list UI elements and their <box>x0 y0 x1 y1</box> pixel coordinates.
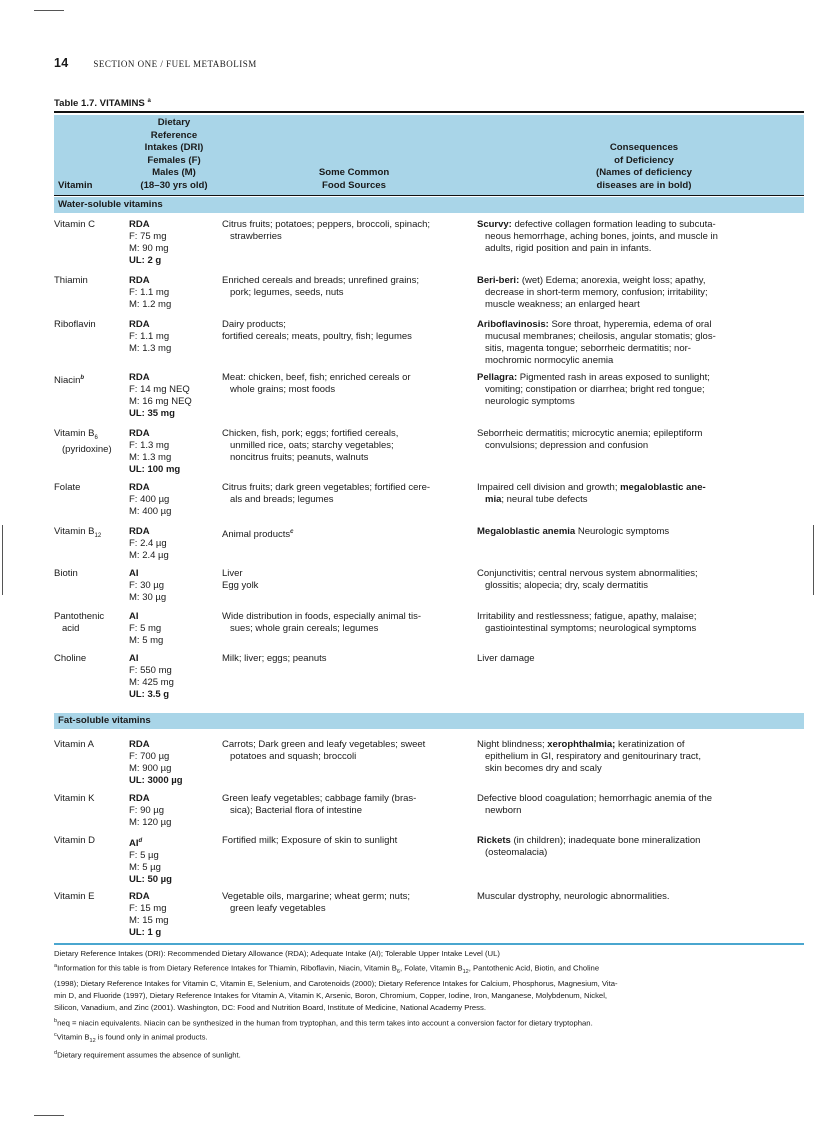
top-rule <box>54 111 804 113</box>
footnote-d: $^d$Dietary requirement assumes the absence of sunlight. <box>54 1050 241 1060</box>
section-title: SECTION ONE / FUEL METABOLISM <box>93 59 257 69</box>
col-vitamin: Vitamin <box>58 179 93 191</box>
footnote-abbrev: Dietary Reference Intakes (DRI): Recommended Dietary Allowance (RDA); Adequate Intake (AI); Tolerable Upper Intake Level (UL) <box>54 949 500 958</box>
crop-mark <box>813 525 814 595</box>
crop-mark <box>34 1115 64 1116</box>
page-number: 14 <box>54 56 69 70</box>
crop-mark <box>2 525 3 595</box>
bottom-rule <box>54 943 804 945</box>
section-water-soluble: Water-soluble vitamins <box>54 197 804 213</box>
col-consequences: Consequences of Deficiency (Names of deficiency diseases are in bold) <box>596 142 692 191</box>
table-title: Table 1.7. VITAMINS $^a$ <box>54 98 151 110</box>
footnote-b: $^b$neq = niacin equivalents. Niacin can be synthesized in the human from tryptophan, and this term takes into account a conversion factor for dietary tryptophan. <box>54 1017 593 1028</box>
footnote-a: $^a$Information for this table is from Dietary Reference Intakes for Thiamin, Riboflavin, Niacin, Vitamin $B_6$, Folate, Vitamin $B_{12}$, Pantothenic Acid, Biotin, and Choline (1998); Dietary Reference Intakes for Vitamin C, Vitamin E, Selenium, and Carotenoids (2000); Dietary Reference Intakes for Calcium, Phosphorus, Magnesium, Vita- min D, and Fluoride (1997), Dietary Reference Intakes for Vitamin A, Vitamin K, Arsenic, Boron, Chromium, Copper, Iodine, Iron, Manganese, Molybdenum, Nickel, Silicon, Vanadium, and Zinc (2001). Washington, DC: Food and Nutrition Board, Institute of Medicine, National Academy Press. <box>54 963 618 1013</box>
col-dri: Dietary Reference Intakes (DRI) Females (F) Males (M) (18–30 yrs old) <box>140 117 208 191</box>
section-fat-soluble: Fat-soluble vitamins <box>54 713 804 729</box>
footnote-c: $^c$Vitamin $B_{12}$ is found only in animal products. <box>54 1032 208 1045</box>
header-rule <box>54 195 804 196</box>
running-header <box>54 56 257 70</box>
table-header <box>54 115 804 195</box>
col-sources: Some Common Food Sources <box>318 167 390 191</box>
crop-mark <box>34 10 64 11</box>
footnotes <box>54 948 804 1062</box>
